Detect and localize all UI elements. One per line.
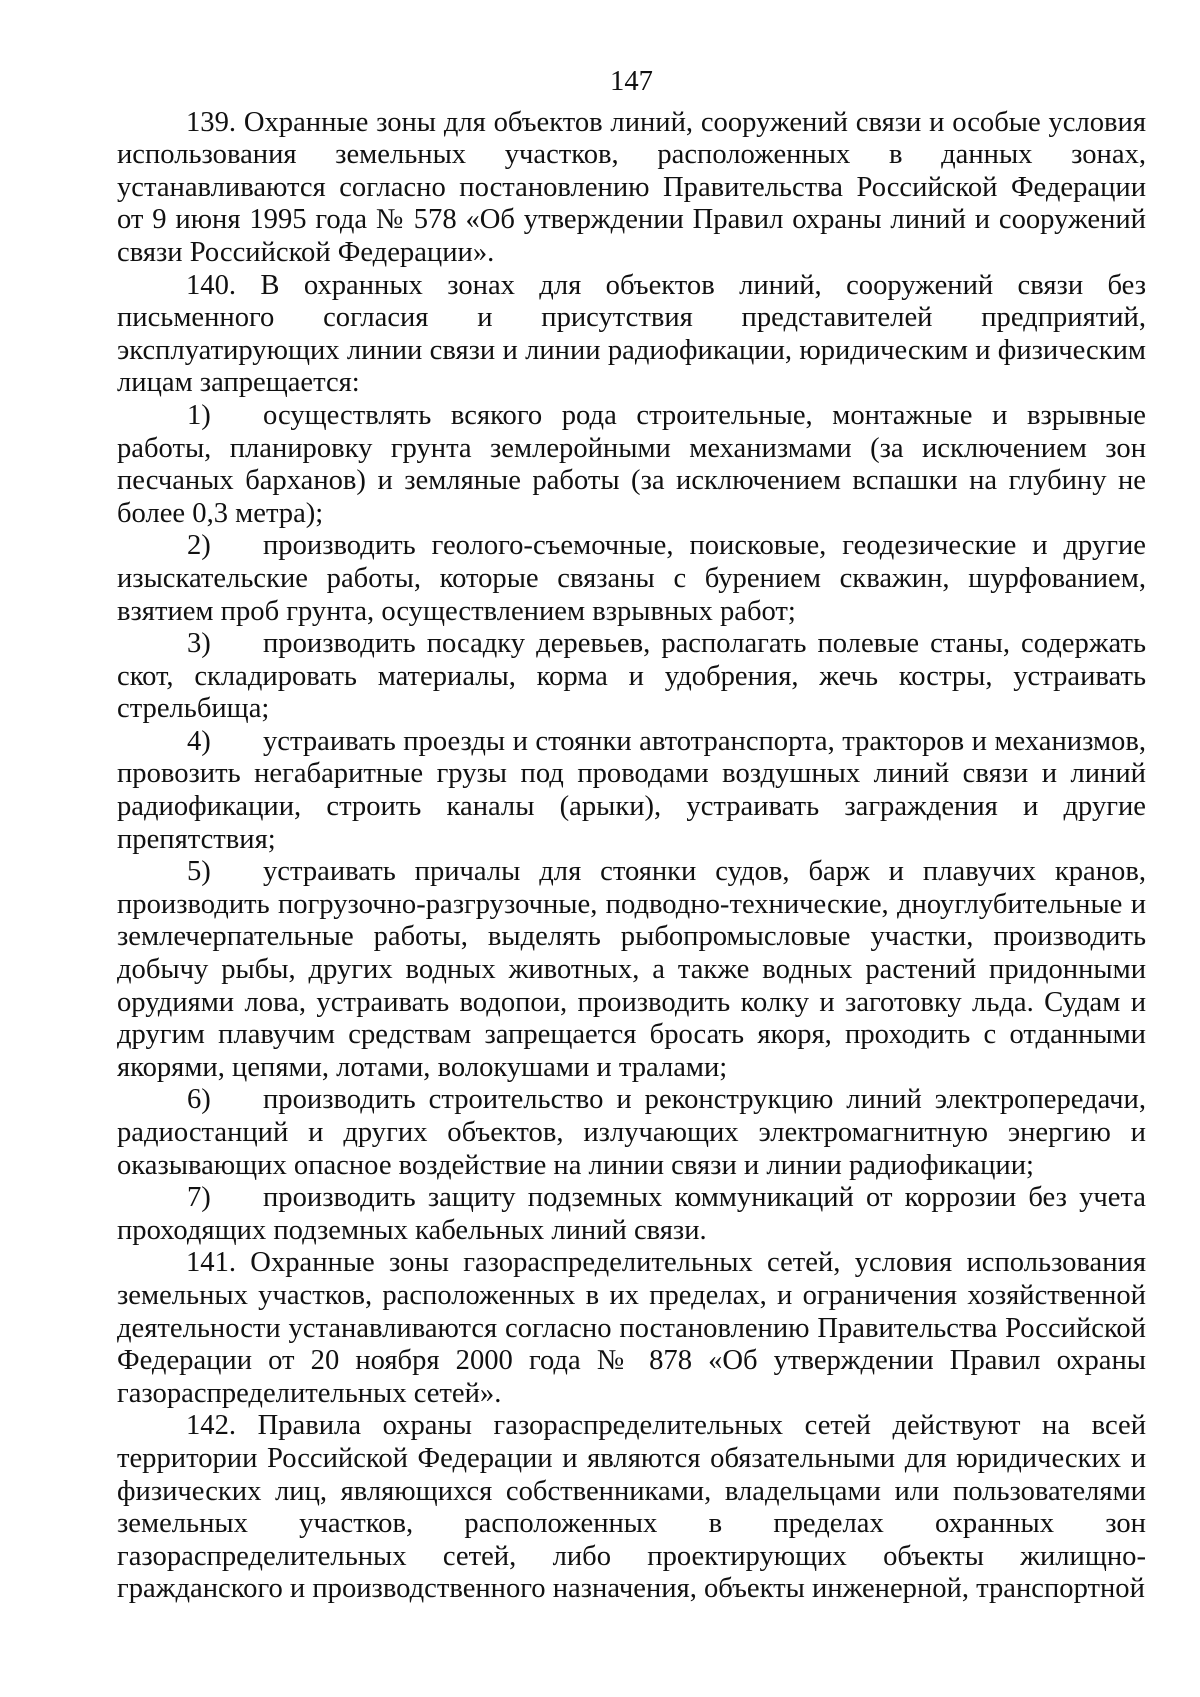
- list-item-number: 4): [187, 725, 211, 757]
- list-item-text: производить строительство и реконструкцию линий электропередачи, радиостанций и других объектов, излучающих электромагнитную энергию и оказывающих опасное воздействие на линии связи и линии радиофикации;: [117, 1084, 1146, 1181]
- list-item: [117, 726, 1146, 856]
- list-item-number: 7): [187, 1182, 211, 1214]
- list-item: [117, 530, 1146, 628]
- paragraph-141: 141. Охранные зоны газораспределительных сетей, условия использования земельных участков, расположенных в их пределах, и ограничения хозяйственной деятельности устанавливаются согласно постановлению Правительства Российской Федерации от 20 ноября 2000 года № 878 «Об утверждении Правил охраны газораспределительных сетей».: [117, 1247, 1146, 1409]
- list-item-text: осуществлять всякого рода строительные, монтажные и взрывные работы, планировку грунта землеройными механизмами (за исключением зон песчаных барханов) и земляные работы (за исключением вспашки на глубину не более 0,3 метра);: [117, 399, 1146, 529]
- list-item-number: 1): [187, 399, 211, 431]
- page-number: 147: [610, 66, 653, 97]
- paragraph-142: 142. Правила охраны газораспределительных сетей действуют на всей территории Российской Федерации и являются обязательными для юридических и физических лиц, являющихся собственниками, владельцами или пользователями земельных участков, расположенных в пределах охранных зон газораспределительных сетей, либо проектирующих объекты жилищно-гражданского и производственного назначения, объекты инженерной, транспортной: [117, 1410, 1146, 1605]
- list-item: [117, 400, 1146, 530]
- list-item-text: устраивать причалы для стоянки судов, барж и плавучих кранов, производить погрузочно-разгрузочные, подводно-технические, дноуглубительные и землечерпательные работы, выделять рыбопромысловые участки, производить добычу рыбы, других водных животных, а также водных растений придонными орудиями лова, устраивать водопои, производить колку и заготовку льда. Судам и другим плавучим средствам запрещается бросать якоря, проходить с отданными якорями, цепями, лотами, волокушами и тралами;: [117, 856, 1146, 1083]
- list-item: [117, 1084, 1146, 1182]
- list-item-text: производить защиту подземных коммуникаций от коррозии без учета проходящих подземных кабельных линий связи.: [117, 1182, 1146, 1246]
- list-item: [117, 856, 1146, 1084]
- prohibition-list: [117, 400, 1146, 1247]
- list-item-number: 2): [187, 530, 211, 562]
- list-item-number: 6): [187, 1084, 211, 1116]
- list-item-number: 3): [187, 628, 211, 660]
- paragraph-139: 139. Охранные зоны для объектов линий, сооружений связи и особые условия использования земельных участков, расположенных в данных зонах, устанавливаются согласно постановлению Правительства Российской Федерации от 9 июня 1995 года № 578 «Об утверждении Правил охраны линий и сооружений связи Российской Федерации».: [117, 106, 1146, 268]
- list-item-text: устраивать проезды и стоянки автотранспорта, тракторов и механизмов, провозить негабаритные грузы под проводами воздушных линий связи и линий радиофикации, строить каналы (арыки), устраивать заграждения и другие препятствия;: [117, 725, 1146, 855]
- paragraph-140: 140. В охранных зонах для объектов линий, сооружений связи без письменного согласия и присутствия представителей предприятий, эксплуатирующих линии связи и линии радиофикации, юридическим и физическим лицам запрещается:: [117, 269, 1146, 399]
- list-item-text: производить геолого-съемочные, поисковые, геодезические и другие изыскательские работы, которые связаны с бурением скважин, шурфованием, взятием проб грунта, осуществлением взрывных работ;: [117, 530, 1146, 627]
- list-item: [117, 1182, 1146, 1247]
- list-item: [117, 628, 1146, 726]
- list-item-number: 5): [187, 856, 211, 888]
- document-page: [117, 66, 1146, 1606]
- list-item-text: производить посадку деревьев, располагать полевые станы, содержать скот, складировать материалы, корма и удобрения, жечь костры, устраивать стрельбища;: [117, 628, 1146, 725]
